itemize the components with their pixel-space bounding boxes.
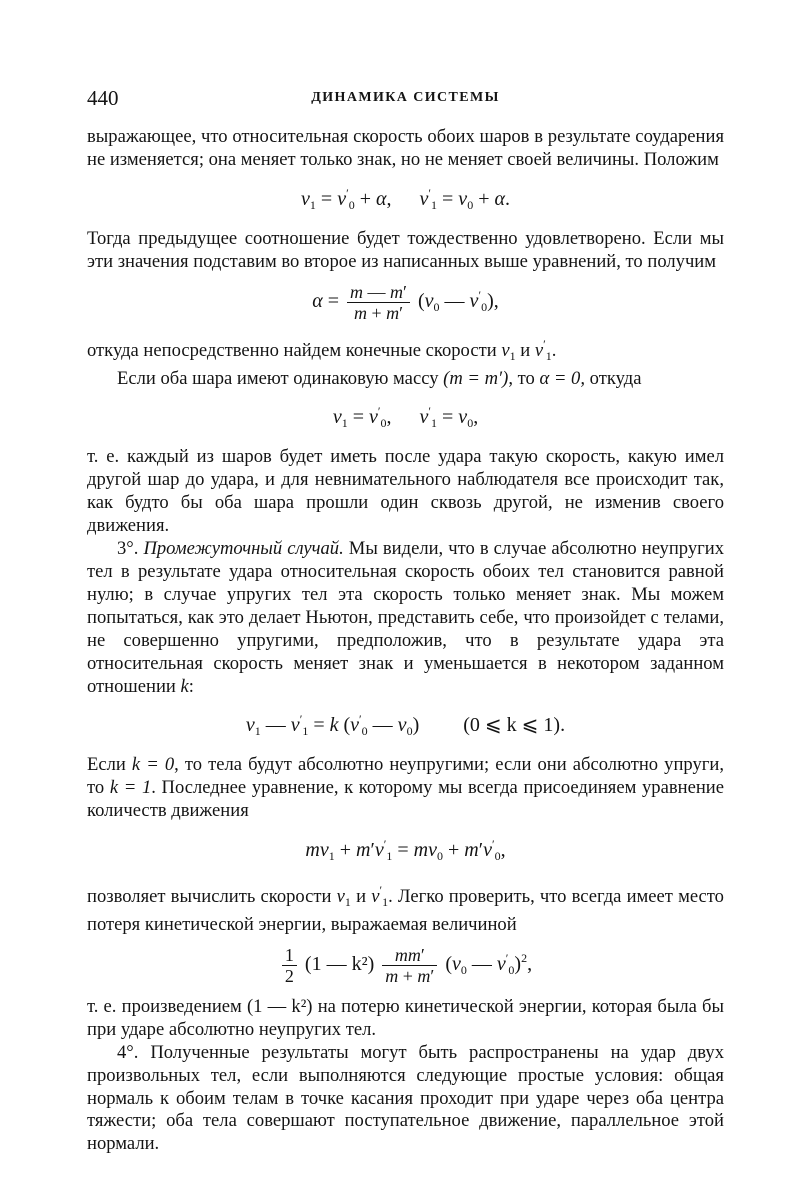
page-header <box>87 86 724 116</box>
formula-energy: $\frac{1}{2}$ (1 — k²) $\frac{mm'}{m + m'}$ ($v_0$ — $v'_0)^2$, <box>87 945 724 986</box>
formula-momentum: $mv_1 + m'v'_1 = mv_0 + m'v'_0$, <box>305 837 506 864</box>
formula-alpha: α = $\frac{m — m'}{m + m'}$ ($v_0$ — $v'_0$), <box>312 281 499 323</box>
paragraph-observer: т. е. каждый из шаров будет иметь после удара такую скорость, какую имел другой шар до удара, и для невнимательного наблюдателя все происходит так, как будто бы оба шара прошли один сквозь другой, не изменив своего движения. <box>87 446 724 537</box>
paragraph-final-velocities: откуда непосредственно найдем конечные скорости $v_1$ и $v'_1$. <box>87 336 557 363</box>
paragraph-intermediate-case: 3°. Промежуточный случай. Мы видели, что в случае абсолютно неупругих тел в результате удара относительная скорость обоих тел становится равной нулю; в случае упругих тел эта скорость только меняет знак. Мы можем попытаться, как это делает Ньютон, представить себе, что произойдет с телами, не совершенно упругими, предположив, что в результате удара эта относительная скорость меняет знак и уменьшается в некотором заданном отношении k: <box>87 538 724 697</box>
fraction-half: $\frac{1}{2}$ <box>282 945 297 986</box>
paragraph-generalization: 4°. Полученные результаты могут быть распространены на удар двух произвольных тел, если выполняются следующие простые условия: общая нормаль к обоим телам в точке касания проходит при ударе через оба центра тяжести; оба тела совершают поступательное движение, параллельное этой нормали. <box>87 1041 724 1155</box>
paragraph-energy-loss: позволяет вычислить скорости $v_1$ и $v'_1$. Легко проверить, что всегда имеет место потеря кинетической энергии, выражаемая величиной <box>87 883 724 936</box>
formula-substitution: $v_1 = v'_0 + \alpha$, $v'_1 = v_0 + \alpha$. <box>301 185 510 212</box>
paragraph-intro: выражающее, что относительная скорость обоих шаров в результате соударения не изменяется; она меняет только знак, но не меняет своей величины. Положим <box>87 126 724 170</box>
page-body <box>87 126 724 1156</box>
paragraph-equal-masses: Если оба шара имеют одинаковую массу (m = m′), то α = 0, откуда <box>117 367 642 389</box>
fraction-reduced-mass: $\frac{mm'}{m + m'}$ <box>382 945 437 986</box>
fraction-masses: $\frac{m — m'}{m + m'}$ <box>347 282 410 323</box>
paragraph-k-limits: Если k = 0, то тела будут абсолютно неупругими; если они абсолютно упруги, то k = 1. Последнее уравнение, к которому мы всегда присоединяем уравнение количеств движения <box>87 754 724 822</box>
running-title: ДИНАМИКА СИСТЕМЫ <box>311 90 500 105</box>
page-number: 440 <box>87 86 119 110</box>
section-title: Промежуточный случай. <box>143 538 344 560</box>
paragraph-substitute: Тогда предыдущее соотношение будет тождественно удовлетворено. Если мы эти значения подставим во второе из написанных выше уравнений, то получим <box>87 227 724 272</box>
formula-swap: $v_1 = v'_0$, $v'_1 = v_0$, <box>332 404 479 431</box>
formula-restitution: $v_1$ — $v'_1 = k$ ($v'_0$ — $v_0$) (0 ⩽ k ⩽ 1). <box>245 712 566 739</box>
paragraph-product: т. е. произведением (1 — k²) на потерю кинетической энергии, которая была бы при ударе абсолютно неупругих тел. <box>87 995 724 1040</box>
